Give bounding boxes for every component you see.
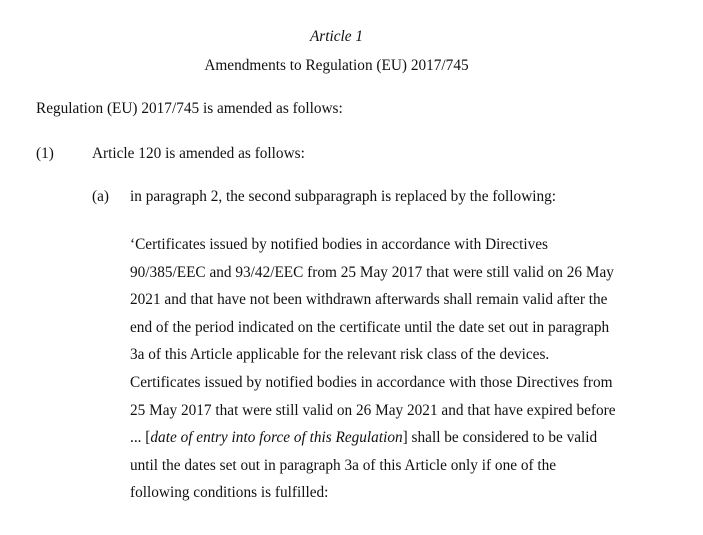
quote-line-6: Certificates issued by notified bodies in accordance with those Directives from — [130, 373, 613, 391]
article-number: Article 1 — [309, 28, 364, 45]
quote-line-8-suffix: ] shall be considered to be valid — [402, 429, 598, 447]
quote-line-2: 90/385/EEC and 93/42/EEC from 25 May 2017 that were still valid on 26 May — [130, 263, 614, 281]
point-a-text: in paragraph 2, the second subparagraph is replaced by the following: — [130, 188, 557, 205]
quote-line-9: until the dates set out in paragraph 3a of this Article only if one of the — [130, 456, 557, 474]
quote-line-8-prefix: ... [ — [130, 429, 151, 447]
quote-line-10: following conditions is fulfilled: — [130, 484, 329, 502]
article-title: Amendments to Regulation (EU) 2017/745 — [204, 57, 469, 74]
intro-paragraph: Regulation (EU) 2017/745 is amended as follows: — [36, 100, 343, 117]
quoted-amendment-text — [130, 231, 670, 507]
entry-into-force-placeholder: date of entry into force of this Regulation — [150, 429, 403, 447]
point-a-marker: (a) — [92, 188, 109, 205]
quote-line-5: 3a of this Article applicable for the relevant risk class of the devices. — [130, 346, 550, 364]
quote-line-1: ‘Certificates issued by notified bodies in accordance with Directives — [130, 236, 548, 253]
quote-line-7: 25 May 2017 that were still valid on 26 May 2021 and that have expired before — [130, 401, 616, 419]
quote-line-3: 2021 and that have not been withdrawn afterwards shall remain valid after the — [130, 291, 608, 309]
point-1-text: Article 120 is amended as follows: — [92, 145, 305, 162]
quote-line-4: end of the period indicated on the certificate until the date set out in paragraph — [130, 318, 610, 336]
point-1-marker: (1) — [36, 145, 54, 162]
quote-line-8 — [130, 424, 670, 452]
